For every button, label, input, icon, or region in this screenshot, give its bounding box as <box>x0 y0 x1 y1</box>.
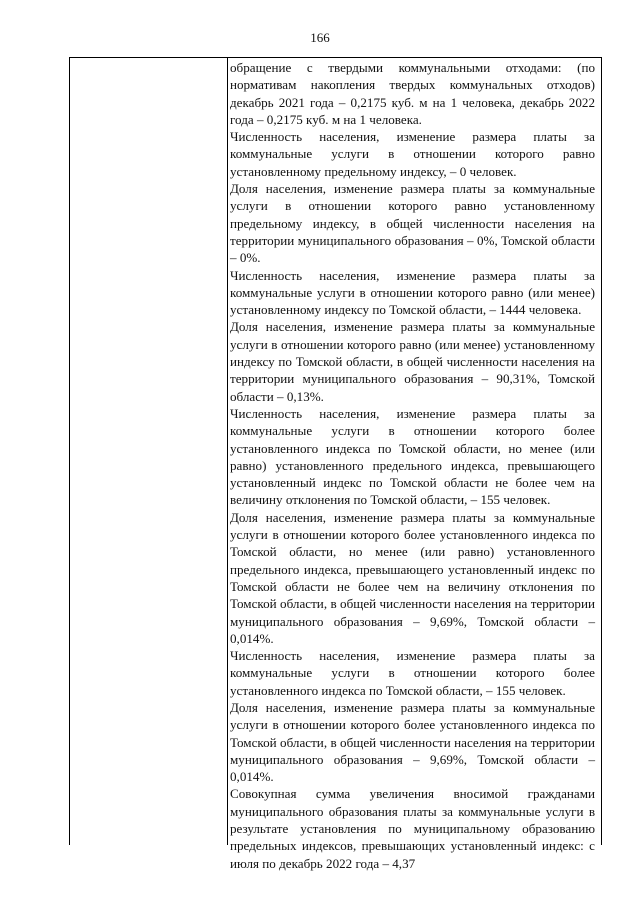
paragraph-population-equal-limit: Численность населения, изменение размера платы за коммунальные услуги в отношении которого равно установленному предельному индексу, – 0 человек. <box>230 129 595 179</box>
paragraph-share-equal-regional: Доля населения, изменение размера платы за коммунальные услуги в отношении которого равно (или менее) установленному индексу по Томской области, в общей численности населения на территории муниципального образования – 90,31%, Томской области – 0,13%. <box>230 319 595 404</box>
paragraph-total-increase: Совокупная сумма увеличения вносимой гражданами муниципального образования платы за коммунальные услуги в результате установления по муниципальному образованию предельных индексов, превышающих установленный индекс: с июля по декабрь 2022 года – 4,37 <box>230 786 595 871</box>
paragraph-population-above-regional-within-deviation: Численность населения, изменение размера платы за коммунальные услуги в отношении которого более установленного индекса по Томской области, но менее (или равно) установленного предельного индекса, превышающего установленный индекс по Томской области не более чем на величину отклонения по Томской области, – 155 человек. <box>230 405 595 508</box>
table-right-cell <box>228 59 599 871</box>
content-table <box>69 57 602 871</box>
paragraph-waste-norms: обращение с твердыми коммунальными отходами: (по нормативам накопления твердых коммунальных отходов) декабрь 2021 года – 0,2175 куб. м на 1 человека, декабрь 2022 года – 0,2175 куб. м на 1 человека. <box>230 60 595 127</box>
paragraph-population-above-regional: Численность населения, изменение размера платы за коммунальные услуги в отношении которого более установленного индекса по Томской области, – 155 человек. <box>230 648 595 698</box>
paragraph-share-above-regional-within-deviation: Доля населения, изменение размера платы за коммунальные услуги в отношении которого более установленного индекса по Томской области, но менее (или равно) установленного предельного индекса, превышающего установленный индекс по Томской области не более чем на величину отклонения по Томской области, в общей численности населения на территории муниципального образования – 9,69%, Томской области – 0,014%. <box>230 509 595 646</box>
paragraph-share-equal-limit: Доля населения, изменение размера платы за коммунальные услуги в отношении которого равно установленному предельному индексу, в общей численности населения на территории муниципального образования – 0%, Томской области – 0%. <box>230 181 595 266</box>
table-left-cell <box>70 58 227 845</box>
page-number: 166 <box>310 30 330 45</box>
paragraph-population-equal-regional: Численность населения, изменение размера платы за коммунальные услуги в отношении которого равно (или менее) установленному индексу по Томской области, – 1444 человека. <box>230 267 595 318</box>
paragraph-share-above-regional: Доля населения, изменение размера платы за коммунальные услуги в отношении которого более установленного индекса по Томской области, в общей численности населения на территории муниципального образования – 9,69%, Томской области – 0,014%. <box>230 699 595 785</box>
